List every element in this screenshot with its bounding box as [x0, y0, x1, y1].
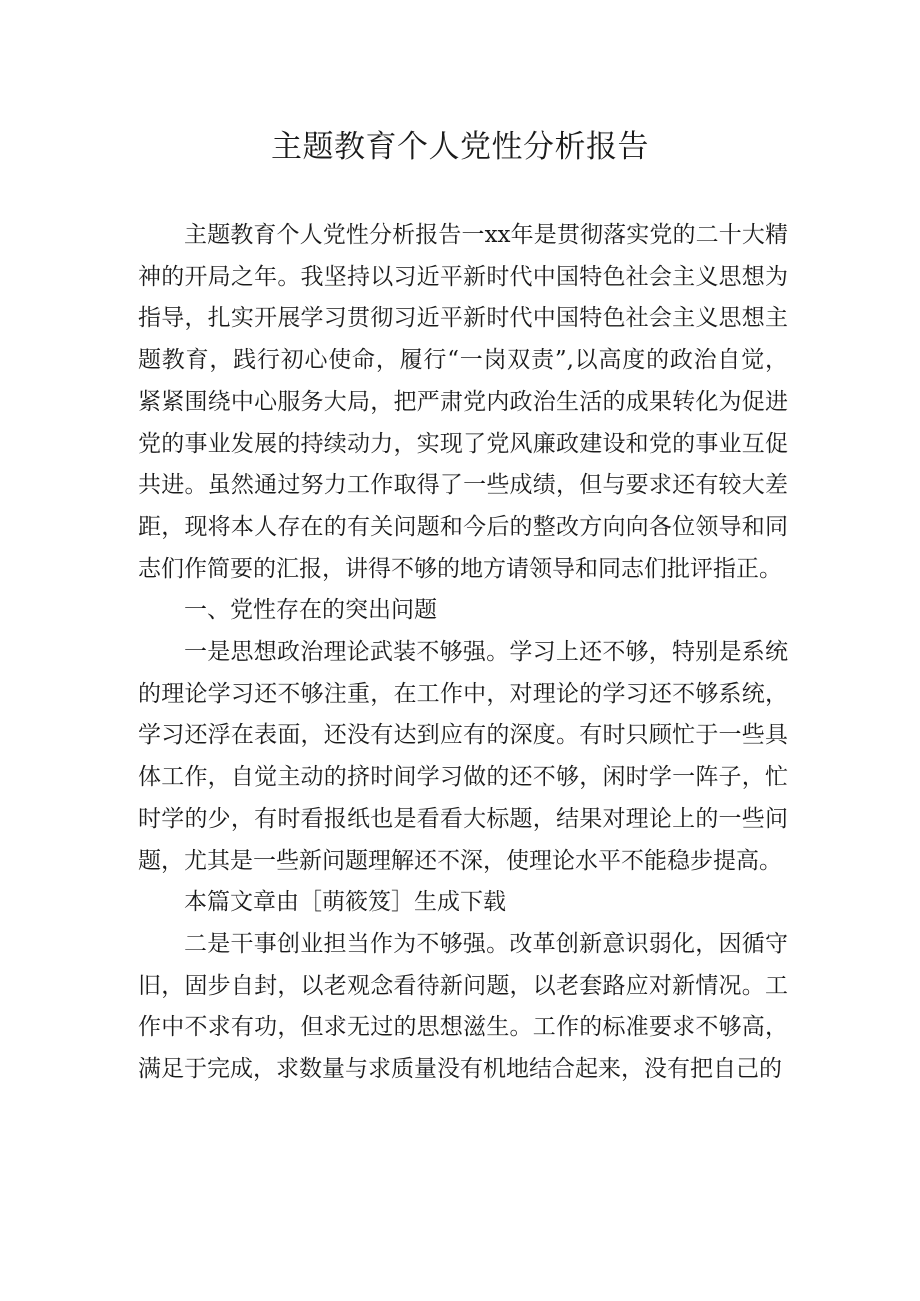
- document-title: 主题教育个人党性分析报告: [271, 129, 649, 165]
- paragraph-source-note: 本篇文章由［萌筱笈］生成下载: [184, 889, 506, 916]
- document-body: [138, 215, 788, 1091]
- paragraph-intro: 主题教育个人党性分析报告一xx年是贯彻落实党的二十大精神的开局之年。我坚持以习近平新时代中国特色社会主义思想为指导，扎实开展学习贯彻习近平新时代中国特色社会主义思想主题教育，践行初心使命，履行“一岗双责”,以高度的政治自觉，紧紧围绕中心服务大局，把严肃党内政治生活的成果转化为促进党的事业发展的持续动力，实现了党风廉政建设和党的事业互促共进。虽然通过努力工作取得了一些成绩，但与要求还有较大差距，现将本人存在的有关问题和今后的整改方向向各位领导和同志们作简要的汇报，讲得不够的地方请领导和同志们批评指正。: [138, 222, 788, 582]
- section-heading: 一、党性存在的突出问题: [184, 597, 437, 624]
- paragraph-issue-two: 二是干事创业担当作为不够强。改革创新意识弱化，因循守旧，固步自封，以老观念看待新问题，以老套路应对新情况。工作中不求有功，但求无过的思想滋生。工作的标准要求不够高，满足于完成，求数量与求质量没有机地结合起来，没有把自己的: [138, 930, 788, 1083]
- paragraph-issue-one: 一是思想政治理论武装不够强。学习上还不够，特别是系统的理论学习还不够注重，在工作中，对理论的学习还不够系统，学习还浮在表面，还没有达到应有的深度。有时只顾忙于一些具体工作，自觉主动的挤时间学习做的还不够，闲时学一阵子，忙时学的少，有时看报纸也是看看大标题，结果对理论上的一些问题，尤其是一些新问题理解还不深，使理论水平不能稳步提高。: [138, 639, 788, 874]
